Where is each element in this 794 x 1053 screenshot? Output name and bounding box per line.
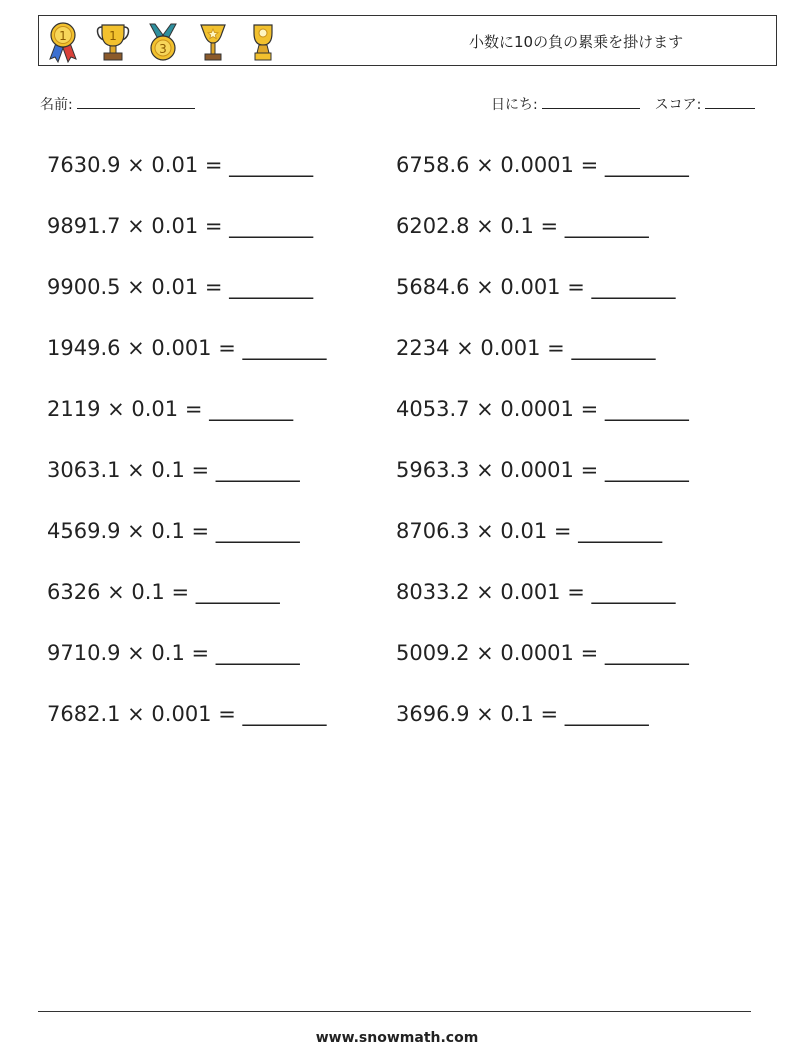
score-label: スコア: [654, 97, 702, 113]
problem-item: 4053.7 × 0.0001 = ________ [396, 397, 689, 421]
header-box [38, 15, 777, 66]
problem-item: 2119 × 0.01 = ________ [47, 397, 294, 421]
problem-item: 2234 × 0.001 = ________ [396, 336, 656, 360]
problem-item: 6326 × 0.1 = ________ [47, 580, 280, 604]
problem-item: 9900.5 × 0.01 = ________ [47, 275, 314, 299]
score-blank[interactable] [705, 107, 755, 109]
icon-row [45, 21, 281, 63]
problem-item: 1949.6 × 0.001 = ________ [47, 336, 327, 360]
footer-divider [38, 1011, 751, 1012]
name-blank[interactable] [77, 107, 195, 109]
problem-item: 7682.1 × 0.001 = ________ [47, 702, 327, 726]
date-score-line [491, 94, 755, 114]
problem-item: 5963.3 × 0.0001 = ________ [396, 458, 689, 482]
problem-item: 5009.2 × 0.0001 = ________ [396, 641, 689, 665]
trophy-1-icon [95, 21, 131, 63]
cup-trophy-icon [245, 21, 281, 63]
problem-item: 3696.9 × 0.1 = ________ [396, 702, 649, 726]
problem-item: 9710.9 × 0.1 = ________ [47, 641, 300, 665]
problem-item: 7630.9 × 0.01 = ________ [47, 153, 314, 177]
svg-text:1: 1 [59, 29, 67, 43]
problem-item: 8033.2 × 0.001 = ________ [396, 580, 676, 604]
svg-text:3: 3 [159, 42, 167, 56]
medal-3-icon [145, 21, 181, 63]
problem-item: 3063.1 × 0.1 = ________ [47, 458, 300, 482]
date-label: 日にち: [491, 97, 538, 113]
svg-text:1: 1 [109, 29, 117, 43]
medal-1-icon [45, 21, 81, 63]
problem-item: 5684.6 × 0.001 = ________ [396, 275, 676, 299]
footer-url: www.snowmath.com [315, 1030, 479, 1046]
problem-item: 8706.3 × 0.01 = ________ [396, 519, 663, 543]
date-blank[interactable] [542, 107, 640, 109]
star-trophy-icon [195, 21, 231, 63]
problem-item: 6202.8 × 0.1 = ________ [396, 214, 649, 238]
name-line [40, 94, 195, 114]
name-label: 名前: [40, 97, 73, 113]
problem-item: 9891.7 × 0.01 = ________ [47, 214, 314, 238]
problem-item: 6758.6 × 0.0001 = ________ [396, 153, 689, 177]
worksheet-title: 小数に10の負の累乗を掛けます [469, 33, 684, 51]
problem-item: 4569.9 × 0.1 = ________ [47, 519, 300, 543]
